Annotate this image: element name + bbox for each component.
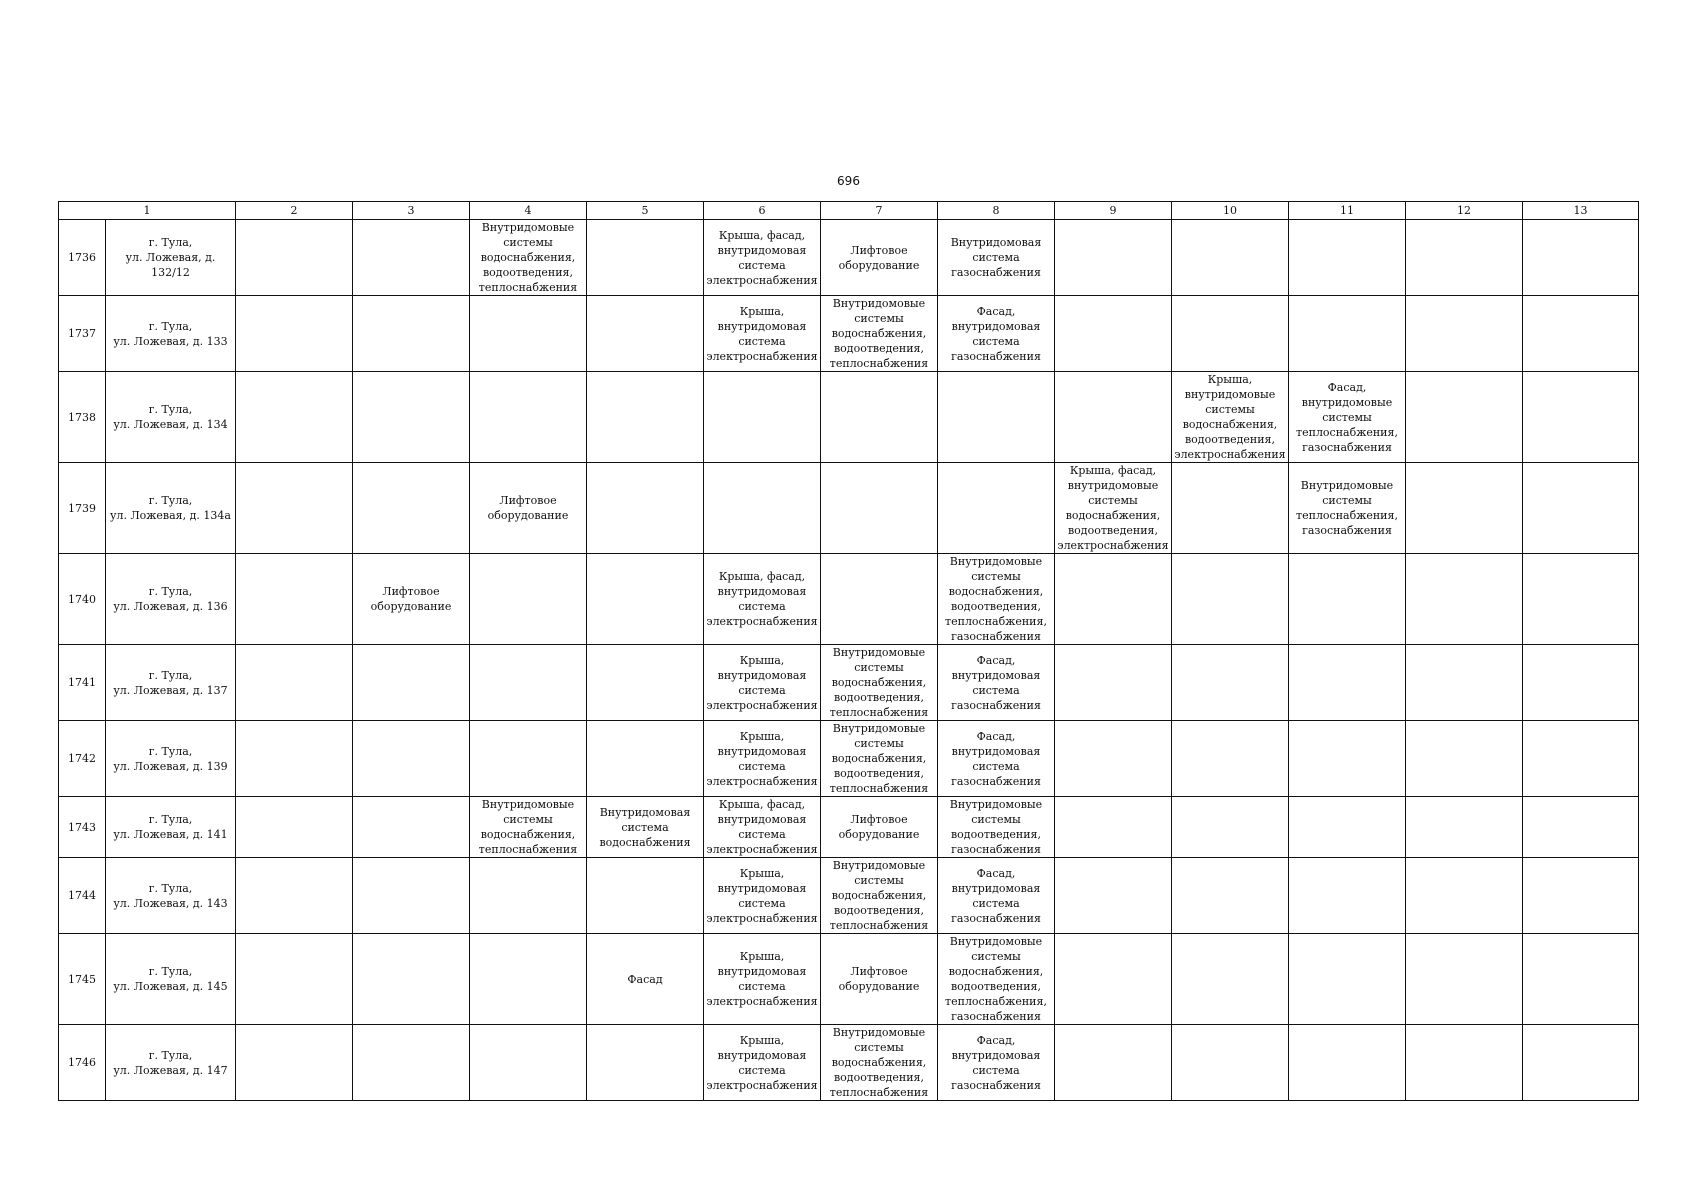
work-cell-col-5 [587,721,704,797]
work-cell-col-2 [236,296,353,372]
work-cell-col-13 [1523,1025,1639,1101]
work-cell-col-8: Фасад, внутридомовая система газоснабжения [938,645,1055,721]
work-cell-col-2 [236,554,353,645]
work-cell-col-5 [587,645,704,721]
work-cell-col-3 [353,1025,470,1101]
work-cell-col-12 [1406,858,1523,934]
work-cell-col-3 [353,296,470,372]
column-header-9: 9 [1055,202,1172,220]
column-header-4: 4 [470,202,587,220]
work-cell-col-3 [353,645,470,721]
table-row [59,645,1639,721]
work-cell-col-9 [1055,797,1172,858]
work-cell-col-8: Фасад, внутридомовая система газоснабжения [938,1025,1055,1101]
work-cell-col-12 [1406,554,1523,645]
column-header-6: 6 [704,202,821,220]
row-number-cell: 1738 [59,372,106,463]
work-cell-col-2 [236,220,353,296]
work-cell-col-4 [470,372,587,463]
address-cell: г. Тула, ул. Ложевая, д. 139 [106,721,236,797]
work-cell-col-4 [470,1025,587,1101]
work-cell-col-7: Внутридомовые системы водоснабжения, водоотведения, теплоснабжения [821,1025,938,1101]
work-cell-col-11 [1289,858,1406,934]
work-cell-col-4 [470,296,587,372]
work-cell-col-9 [1055,858,1172,934]
work-cell-col-3 [353,858,470,934]
work-cell-col-9 [1055,296,1172,372]
work-cell-col-6 [704,372,821,463]
work-cell-col-5: Фасад [587,934,704,1025]
work-cell-col-6: Крыша, внутридомовая система электроснабжения [704,1025,821,1101]
work-cell-col-13 [1523,645,1639,721]
work-cell-col-7: Лифтовое оборудование [821,797,938,858]
work-cell-col-5 [587,220,704,296]
column-header-13: 13 [1523,202,1639,220]
row-number-cell: 1737 [59,296,106,372]
table-row [59,372,1639,463]
table-row [59,797,1639,858]
address-cell: г. Тула, ул. Ложевая, д. 133 [106,296,236,372]
work-cell-col-12 [1406,645,1523,721]
row-number-cell: 1742 [59,721,106,797]
table-row [59,721,1639,797]
address-cell: г. Тула, ул. Ложевая, д. 143 [106,858,236,934]
work-cell-col-5 [587,858,704,934]
work-cell-col-12 [1406,1025,1523,1101]
work-cell-col-8: Фасад, внутридомовая система газоснабжения [938,721,1055,797]
column-header-11: 11 [1289,202,1406,220]
work-cell-col-11 [1289,721,1406,797]
work-cell-col-5: Внутридомовая система водоснабжения [587,797,704,858]
work-cell-col-7 [821,554,938,645]
work-cell-col-7: Внутридомовые системы водоснабжения, водоотведения, теплоснабжения [821,645,938,721]
row-number-cell: 1744 [59,858,106,934]
row-number-cell: 1740 [59,554,106,645]
table-row [59,1025,1639,1101]
column-header-1: 1 [59,202,236,220]
work-cell-col-4 [470,645,587,721]
work-cell-col-6: Крыша, фасад, внутридомовая система электроснабжения [704,797,821,858]
column-header-2: 2 [236,202,353,220]
work-cell-col-3 [353,797,470,858]
work-cell-col-13 [1523,296,1639,372]
work-cell-col-10 [1172,1025,1289,1101]
work-cell-col-11 [1289,296,1406,372]
work-cell-col-10 [1172,463,1289,554]
work-cell-col-5 [587,463,704,554]
work-cell-col-12 [1406,463,1523,554]
work-cell-col-2 [236,934,353,1025]
work-cell-col-2 [236,372,353,463]
address-cell: г. Тула, ул. Ложевая, д. 147 [106,1025,236,1101]
row-number-cell: 1736 [59,220,106,296]
address-cell: г. Тула, ул. Ложевая, д. 141 [106,797,236,858]
work-cell-col-4 [470,721,587,797]
work-cell-col-2 [236,645,353,721]
work-cell-col-10: Крыша, внутридомовые системы водоснабжения, водоотведения, электроснабжения [1172,372,1289,463]
address-cell: г. Тула, ул. Ложевая, д. 134а [106,463,236,554]
work-cell-col-7: Внутридомовые системы водоснабжения, водоотведения, теплоснабжения [821,721,938,797]
table-row [59,554,1639,645]
work-cell-col-13 [1523,934,1639,1025]
work-cell-col-4 [470,554,587,645]
work-cell-col-9 [1055,220,1172,296]
work-cell-col-6: Крыша, фасад, внутридомовая система электроснабжения [704,220,821,296]
work-cell-col-11 [1289,1025,1406,1101]
work-cell-col-11 [1289,645,1406,721]
work-cell-col-2 [236,721,353,797]
address-cell: г. Тула, ул. Ложевая, д. 137 [106,645,236,721]
work-cell-col-13 [1523,797,1639,858]
work-cell-col-3: Лифтовое оборудование [353,554,470,645]
work-cell-col-9 [1055,934,1172,1025]
work-cell-col-5 [587,554,704,645]
work-cell-col-12 [1406,721,1523,797]
work-cell-col-5 [587,372,704,463]
row-number-cell: 1746 [59,1025,106,1101]
work-cell-col-5 [587,1025,704,1101]
column-header-12: 12 [1406,202,1523,220]
work-cell-col-3 [353,463,470,554]
work-cell-col-13 [1523,372,1639,463]
page-number: 696 [837,174,860,188]
work-cell-col-6: Крыша, внутридомовая система электроснабжения [704,296,821,372]
work-cell-col-4 [470,858,587,934]
table-row [59,220,1639,296]
work-cell-col-11 [1289,220,1406,296]
work-cell-col-9 [1055,645,1172,721]
work-cell-col-8: Внутридомовые системы водоснабжения, водоотведения, теплоснабжения, газоснабжения [938,554,1055,645]
work-cell-col-11: Внутридомовые системы теплоснабжения, газоснабжения [1289,463,1406,554]
row-number-cell: 1743 [59,797,106,858]
work-cell-col-4: Внутридомовые системы водоснабжения, водоотведения, теплоснабжения [470,220,587,296]
work-cell-col-8: Фасад, внутридомовая система газоснабжения [938,296,1055,372]
column-number-header-row [59,202,1639,220]
work-cell-col-3 [353,220,470,296]
work-cell-col-8: Внутридомовая система газоснабжения [938,220,1055,296]
address-cell: г. Тула, ул. Ложевая, д. 132/12 [106,220,236,296]
work-cell-col-10 [1172,220,1289,296]
work-cell-col-12 [1406,934,1523,1025]
work-cell-col-9 [1055,372,1172,463]
work-cell-col-7: Лифтовое оборудование [821,220,938,296]
work-cell-col-4: Внутридомовые системы водоснабжения, теплоснабжения [470,797,587,858]
work-cell-col-6: Крыша, внутридомовая система электроснабжения [704,858,821,934]
work-cell-col-2 [236,797,353,858]
row-number-cell: 1741 [59,645,106,721]
work-cell-col-6: Крыша, внутридомовая система электроснабжения [704,934,821,1025]
address-cell: г. Тула, ул. Ложевая, д. 145 [106,934,236,1025]
work-cell-col-12 [1406,797,1523,858]
work-cell-col-7 [821,372,938,463]
work-cell-col-6: Крыша, внутридомовая система электроснабжения [704,721,821,797]
table-row [59,934,1639,1025]
work-cell-col-9: Крыша, фасад, внутридомовые системы водоснабжения, водоотведения, электроснабжения [1055,463,1172,554]
work-cell-col-13 [1523,463,1639,554]
work-cell-col-8 [938,372,1055,463]
work-cell-col-13 [1523,554,1639,645]
work-cell-col-8: Внутридомовые системы водоснабжения, водоотведения, теплоснабжения, газоснабжения [938,934,1055,1025]
work-cell-col-13 [1523,858,1639,934]
work-cell-col-10 [1172,645,1289,721]
work-cell-col-6 [704,463,821,554]
work-cell-col-12 [1406,296,1523,372]
work-cell-col-8 [938,463,1055,554]
column-header-3: 3 [353,202,470,220]
work-cell-col-9 [1055,1025,1172,1101]
work-cell-col-10 [1172,797,1289,858]
work-cell-col-10 [1172,721,1289,797]
column-header-8: 8 [938,202,1055,220]
work-cell-col-13 [1523,721,1639,797]
work-cell-col-7 [821,463,938,554]
address-cell: г. Тула, ул. Ложевая, д. 134 [106,372,236,463]
work-cell-col-3 [353,934,470,1025]
work-cell-col-11 [1289,797,1406,858]
work-cell-col-11 [1289,934,1406,1025]
column-header-10: 10 [1172,202,1289,220]
work-cell-col-11: Фасад, внутридомовые системы теплоснабжения, газоснабжения [1289,372,1406,463]
work-cell-col-4 [470,934,587,1025]
table-row [59,463,1639,554]
work-cell-col-2 [236,463,353,554]
work-cell-col-10 [1172,858,1289,934]
work-cell-col-3 [353,721,470,797]
table-row [59,858,1639,934]
row-number-cell: 1745 [59,934,106,1025]
work-cell-col-2 [236,1025,353,1101]
row-number-cell: 1739 [59,463,106,554]
work-cell-col-9 [1055,554,1172,645]
work-cell-col-3 [353,372,470,463]
work-cell-col-4: Лифтовое оборудование [470,463,587,554]
repair-schedule-table [58,201,1639,1101]
work-cell-col-7: Внутридомовые системы водоснабжения, водоотведения, теплоснабжения [821,296,938,372]
work-cell-col-7: Внутридомовые системы водоснабжения, водоотведения, теплоснабжения [821,858,938,934]
work-cell-col-9 [1055,721,1172,797]
work-cell-col-10 [1172,934,1289,1025]
address-cell: г. Тула, ул. Ложевая, д. 136 [106,554,236,645]
work-cell-col-8: Внутридомовые системы водоотведения, газоснабжения [938,797,1055,858]
work-cell-col-5 [587,296,704,372]
work-cell-col-10 [1172,296,1289,372]
work-cell-col-12 [1406,220,1523,296]
work-cell-col-6: Крыша, фасад, внутридомовая система электроснабжения [704,554,821,645]
work-cell-col-8: Фасад, внутридомовая система газоснабжения [938,858,1055,934]
work-cell-col-11 [1289,554,1406,645]
work-cell-col-13 [1523,220,1639,296]
work-cell-col-6: Крыша, внутридомовая система электроснабжения [704,645,821,721]
table-row [59,296,1639,372]
column-header-7: 7 [821,202,938,220]
work-cell-col-2 [236,858,353,934]
work-cell-col-7: Лифтовое оборудование [821,934,938,1025]
work-cell-col-12 [1406,372,1523,463]
column-header-5: 5 [587,202,704,220]
work-cell-col-10 [1172,554,1289,645]
